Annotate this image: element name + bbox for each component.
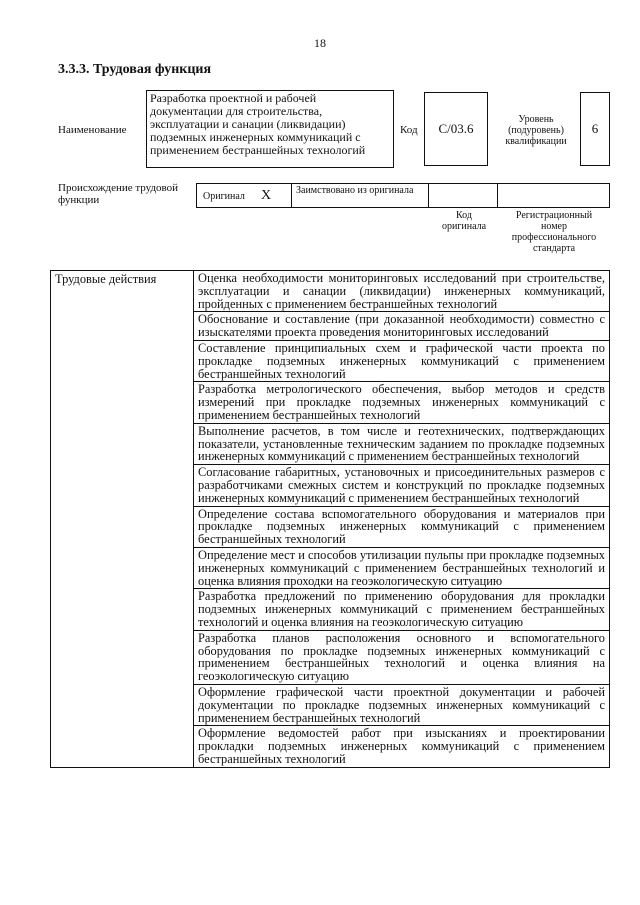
kod-label: Код bbox=[400, 124, 418, 136]
original-cell bbox=[196, 183, 292, 208]
action-cell: Выполнение расчетов, в том числе и геотехнических, подтверждающих показатели, установленные техническим заданием по прокладке подземных инженерных коммуникаций с применением бестраншейных технологий bbox=[194, 423, 610, 464]
origin-label: Происхождение трудовой функции bbox=[58, 182, 179, 206]
action-cell: Разработка планов расположения основного и вспомогательного оборудования по прокладке подземных инженерных коммуникаций с применением бестраншейных технологий и оценка влияния на геоэкологическую ситуацию bbox=[194, 630, 610, 684]
action-cell: Разработка метрологического обеспечения, выбор методов и средств измерений при прокладке подземных инженерных коммуникаций с применением бестраншейных технологий bbox=[194, 382, 610, 423]
level-label: Уровень (подуровень) квалификации bbox=[505, 113, 567, 147]
page-number: 18 bbox=[314, 36, 326, 50]
action-cell: Согласование габаритных, установочных и присоединительных размеров с разработчиками смежных систем и конструкций по прокладке подземных инженерных коммуникаций с применением бестраншейных технологий bbox=[194, 465, 610, 506]
reg-number-cell bbox=[497, 183, 610, 208]
action-cell: Обоснование и составление (при доказанной необходимости) совместно с изыскателями проекта проведения мониторинговых исследований bbox=[194, 312, 610, 341]
borrowed-cell bbox=[291, 183, 429, 208]
function-name-box bbox=[146, 90, 394, 168]
action-cell: Определение состава вспомогательного оборудования и материалов при прокладке подземных инженерных коммуникаций с применением бестраншейных технологий bbox=[194, 506, 610, 547]
original-label: Оригинал bbox=[203, 191, 245, 202]
action-cell: Определение мест и способов утилизации пульпы при прокладке подземных инженерных коммуникаций с применением бестраншейных технологий и оценка влияния проходки на геоэкологическую ситуацию bbox=[194, 547, 610, 588]
kod-original-label: Код оригинала bbox=[441, 210, 487, 232]
kod-value: С/03.6 bbox=[438, 121, 474, 136]
table-row bbox=[51, 271, 610, 312]
labor-actions-table bbox=[50, 270, 610, 768]
function-name-text: Разработка проектной и рабочей документации для строительства, эксплуатации и санации (ликвидации) подземных инженерных коммуникаций с применением бестраншейных технологий bbox=[150, 91, 366, 157]
action-cell: Составление принципиальных схем и графической части проекта по прокладке подземных инженерных коммуникаций с применением бестраншейных технологий bbox=[194, 340, 610, 381]
row-header: Трудовые действия bbox=[55, 272, 157, 286]
kod-original-cell bbox=[428, 183, 498, 208]
section-title: 3.3.3. Трудовая функция bbox=[58, 62, 212, 77]
level-value-box bbox=[580, 92, 610, 166]
original-mark: X bbox=[261, 188, 272, 203]
action-cell: Оформление ведомостей работ при изысканиях и проектировании прокладки подземных инженерных коммуникаций с применением бестраншейных технологий bbox=[194, 726, 610, 767]
kod-value-box bbox=[424, 92, 488, 166]
naimenovanie-label: Наименование bbox=[58, 124, 127, 136]
level-value: 6 bbox=[591, 121, 599, 136]
reg-number-label: Регистрационный номер профессионального стандарта bbox=[511, 210, 597, 254]
action-cell: Оценка необходимости мониторинговых исследований при строительстве, эксплуатации и санации (ликвидации) инженерных коммуникаций, пройденных с применением бестраншейных технологий bbox=[194, 271, 610, 312]
action-cell: Разработка предложений по применению оборудования для прокладки подземных инженерных коммуникаций с применением бестраншейных технологий и оценка влияния на геоэкологическую ситуацию bbox=[194, 589, 610, 630]
action-cell: Оформление графической части проектной документации и рабочей документации по прокладке подземных инженерных коммуникаций с применением бестраншейных технологий bbox=[194, 684, 610, 725]
row-header-cell bbox=[51, 271, 194, 768]
borrowed-label: Заимствовано из оригинала bbox=[296, 185, 414, 196]
